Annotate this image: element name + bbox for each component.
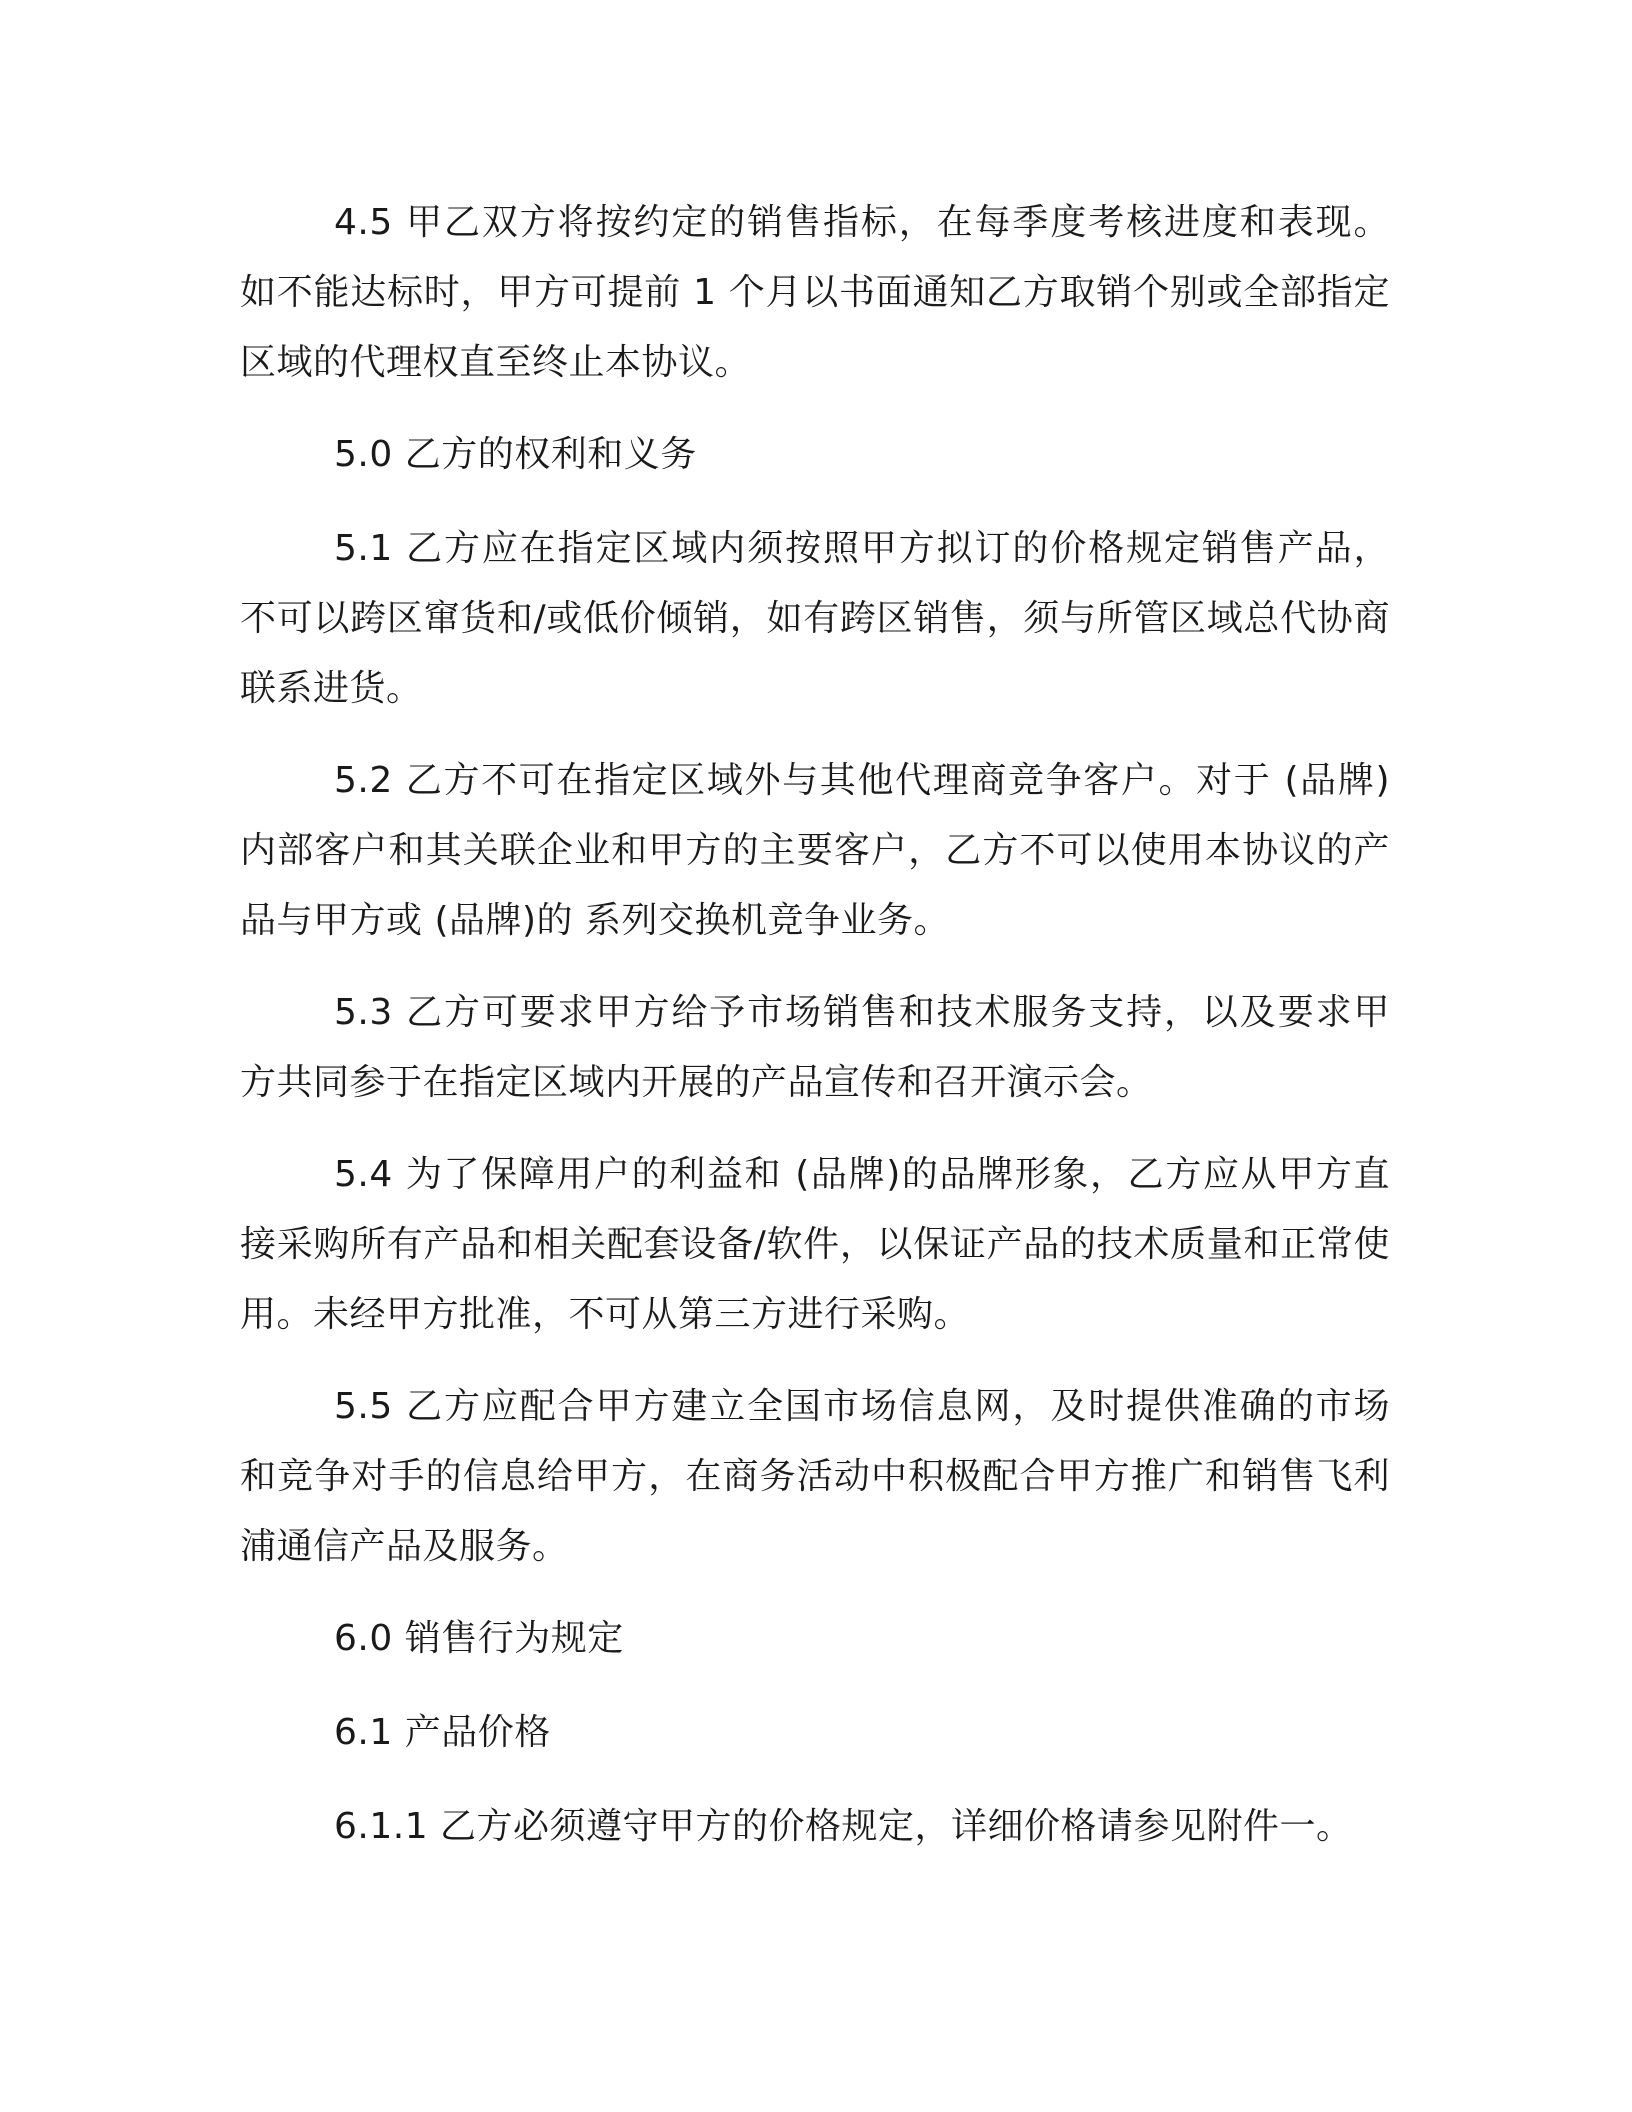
clause-5-4: 5.4 为了保障用户的利益和 (品牌)的品牌形象，乙方应从甲方直接采购所有产品和相关配套设备/软件，以保证产品的技术质量和正常使用。未经甲方批准，不可从第三方进行采购。 — [240, 1154, 1390, 1335]
clause-5-3: 5.3 乙方可要求甲方给予市场销售和技术服务支持，以及要求甲方共同参于在指定区域内开展的产品宣传和召开演示会。 — [240, 992, 1390, 1103]
clause-5-5: 5.5 乙方应配合甲方建立全国市场信息网，及时提供准确的市场和竞争对手的信息给甲方，在商务活动中积极配合甲方推广和销售飞利浦通信产品及服务。 — [240, 1386, 1390, 1567]
clause-6-1-1: 6.1.1 乙方必须遵守甲方的价格规定，详细价格请参见附件一。 — [334, 1806, 1353, 1847]
clause-5-2: 5.2 乙方不可在指定区域外与其他代理商竞争客户。对于 (品牌) 内部客户和其关联企业和甲方的主要客户，乙方不可以使用本协议的产品与甲方或 (品牌)的 系列交换机竞争业务。 — [240, 760, 1390, 941]
clause-5-1: 5.1 乙方应在指定区域内须按照甲方拟订的价格规定销售产品，不可以跨区窜货和/或低价倾销，如有跨区销售，须与所管区域总代协商联系进货。 — [240, 528, 1390, 709]
section-heading-5-0: 5.0 乙方的权利和义务 — [334, 434, 697, 475]
section-heading-6-1: 6.1 产品价格 — [334, 1712, 551, 1753]
clause-4-5: 4.5 甲乙双方将按约定的销售指标，在每季度考核进度和表现。如不能达标时，甲方可提前 1 个月以书面通知乙方取销个别或全部指定区域的代理权直至终止本协议。 — [240, 202, 1390, 383]
document-page — [240, 188, 1390, 1884]
section-heading-6-0: 6.0 销售行为规定 — [334, 1618, 624, 1659]
